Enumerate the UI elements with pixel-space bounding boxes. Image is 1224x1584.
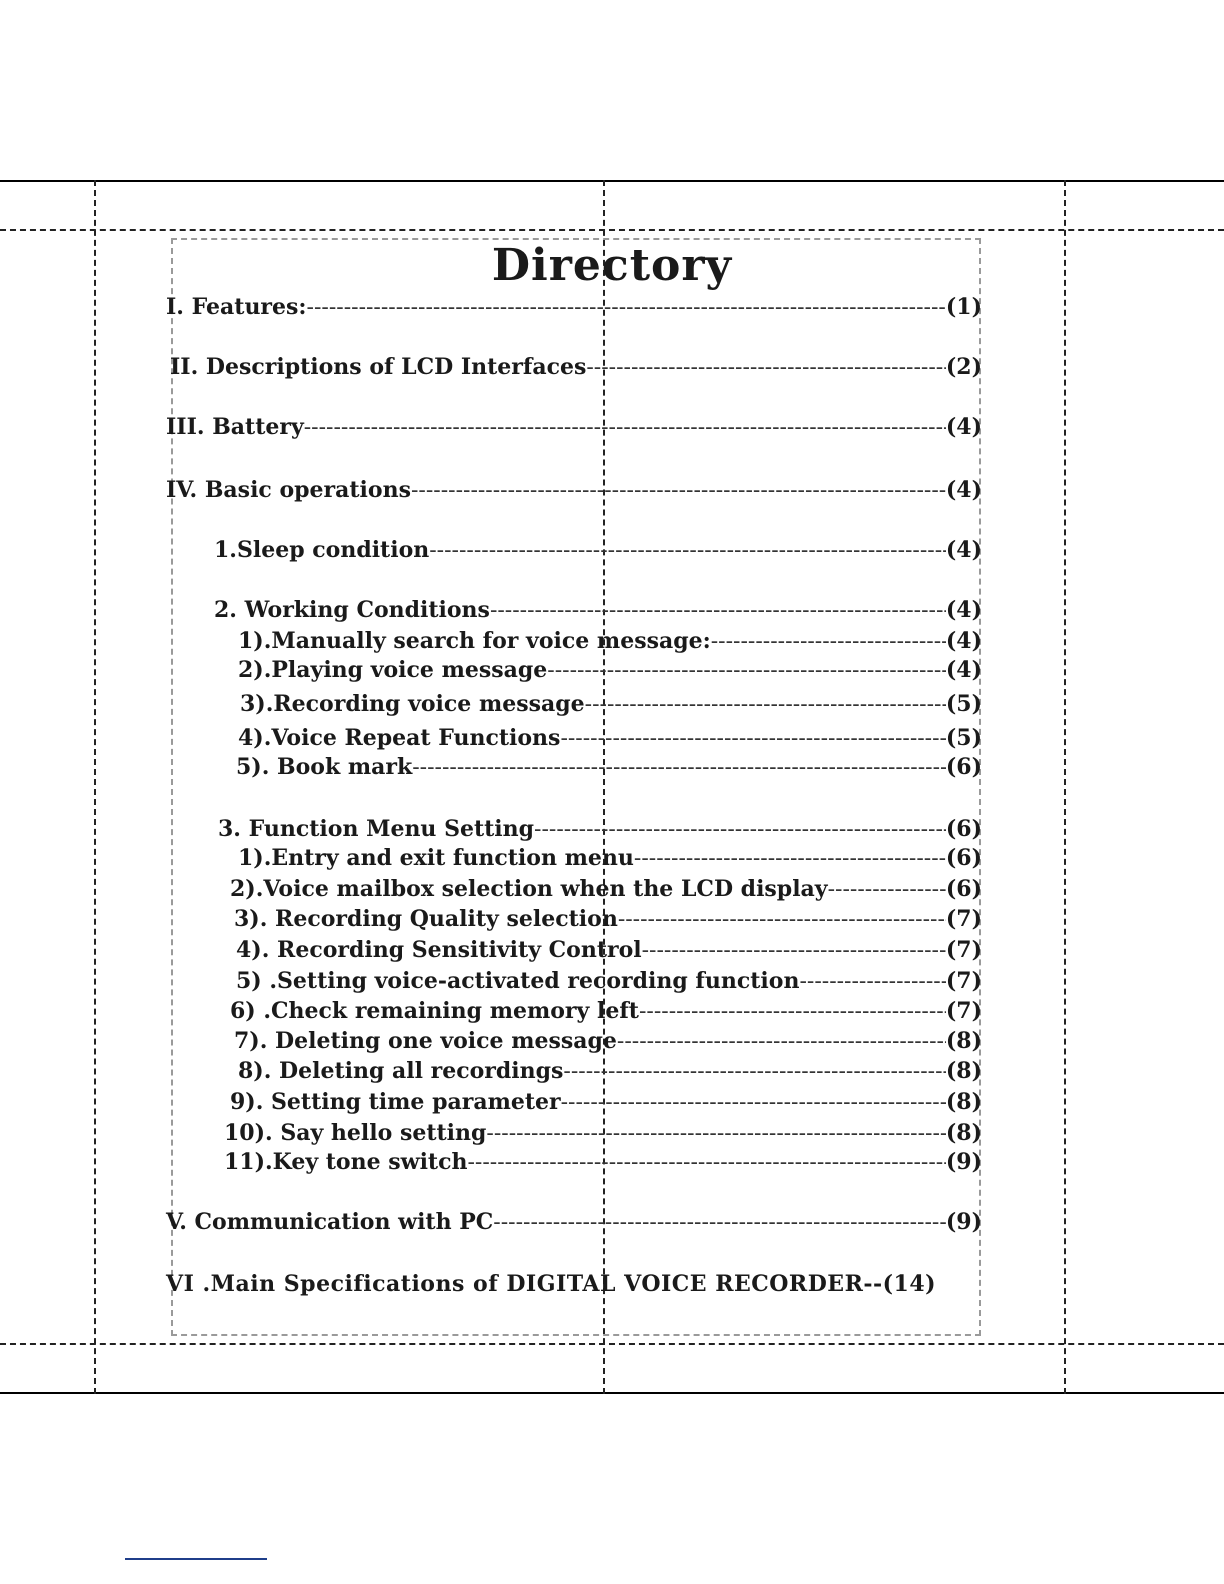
toc-entry-page: (9) (945, 1149, 982, 1175)
toc-entry[interactable] (236, 752, 982, 782)
dot-leader (307, 293, 946, 323)
footnote-separator (125, 1558, 267, 1560)
toc-entry-page: (8) (945, 1058, 982, 1084)
toc-entry[interactable] (166, 1269, 982, 1299)
toc-entry-page: (4) (945, 477, 982, 503)
toc-entry-label: 3. Function Menu Setting (218, 816, 535, 842)
toc-entry-page: (6) (945, 816, 982, 842)
toc-entry-page: (9) (945, 1209, 982, 1235)
toc-entry-label: 8). Deleting all recordings (238, 1058, 564, 1084)
toc-entry[interactable] (218, 814, 982, 844)
toc-entry[interactable] (166, 292, 982, 322)
bottom-dashed-margin (0, 1343, 1224, 1345)
toc-entry-label: III. Battery (166, 414, 304, 440)
toc-entry[interactable] (230, 874, 982, 904)
left-dashed-margin (94, 180, 96, 1394)
toc-entry-label: 10). Say hello setting (224, 1120, 487, 1146)
toc-entry[interactable] (234, 1026, 982, 1056)
toc-entry[interactable] (214, 535, 982, 565)
dot-leader (490, 596, 946, 626)
dot-leader (547, 656, 946, 686)
dot-leader (617, 1027, 946, 1057)
toc-entry[interactable] (166, 412, 982, 442)
toc-entry-label: I. Features: (166, 294, 307, 320)
toc-entry-label: 5) .Setting voice-activated recording function (236, 968, 800, 994)
toc-entry[interactable] (240, 689, 982, 719)
dot-leader (560, 724, 945, 754)
toc-entry-label: 1).Manually search for voice message: (238, 628, 711, 654)
dot-leader (642, 936, 946, 966)
toc-entry-label: 2. Working Conditions (214, 597, 490, 623)
toc-entry[interactable] (166, 475, 982, 505)
toc-entry-label: 4). Recording Sensitivity Control (236, 937, 642, 963)
dot-leader (429, 536, 946, 566)
toc-entry[interactable] (238, 1056, 982, 1086)
top-dashed-margin (0, 229, 1224, 231)
toc-entry[interactable] (224, 1118, 982, 1148)
toc-entry[interactable] (170, 352, 982, 382)
toc-entry-label: 3).Recording voice message (240, 691, 585, 717)
toc-entry-page: (8) (945, 1120, 982, 1146)
toc-entry-label: II. Descriptions of LCD Interfaces (170, 354, 587, 380)
dot-leader (486, 1119, 945, 1149)
toc-entry-label: IV. Basic operations (166, 477, 411, 503)
toc-entry[interactable] (230, 1087, 982, 1117)
toc-entry-page: (7) (945, 937, 982, 963)
toc-entry-label: 2).Playing voice message (238, 657, 548, 683)
toc-entry-label: 1.Sleep condition (214, 537, 430, 563)
dot-leader (534, 815, 946, 845)
dot-leader (304, 413, 946, 443)
toc-entry-page: (8) (945, 1028, 982, 1054)
toc-entry-label: V. Communication with PC (166, 1209, 494, 1235)
toc-entry[interactable] (238, 626, 982, 656)
toc-entry-label: 6) .Check remaining memory left (230, 998, 639, 1024)
toc-entry-label: 1).Entry and exit function menu (238, 845, 634, 871)
dot-leader (799, 967, 945, 997)
toc-entry-page: (8) (945, 1089, 982, 1115)
toc-entry-page: (4) (945, 657, 982, 683)
bottom-solid-rule (0, 1392, 1224, 1394)
toc-entry-page: (4) (945, 628, 982, 654)
dot-leader (634, 844, 946, 874)
dot-leader (561, 1088, 946, 1118)
toc-entry-label: 4).Voice Repeat Functions (238, 725, 561, 751)
toc-entry-page: (4) (945, 414, 982, 440)
toc-entry-page: (2) (945, 354, 982, 380)
page-title: Directory (491, 240, 733, 291)
dot-leader (639, 997, 946, 1027)
dot-leader (493, 1208, 946, 1238)
dot-leader (411, 476, 946, 506)
dot-leader (563, 1057, 945, 1087)
toc-entry-label: 11).Key tone switch (224, 1149, 468, 1175)
toc-entry[interactable] (224, 1147, 982, 1177)
toc-entry-page: (6) (945, 876, 982, 902)
toc-entry-page: (6) (945, 754, 982, 780)
dot-leader (412, 753, 946, 783)
dot-leader (585, 690, 946, 720)
toc-entry-page: --(14) (863, 1271, 937, 1297)
toc-entry-label: 7). Deleting one voice message (234, 1028, 617, 1054)
toc-entry[interactable] (166, 1207, 982, 1237)
toc-entry-page: (7) (945, 968, 982, 994)
toc-entry[interactable] (214, 595, 982, 625)
toc-entry[interactable] (236, 966, 982, 996)
toc-entry-page: (5) (945, 691, 982, 717)
toc-entry[interactable] (234, 904, 982, 934)
toc-entry[interactable] (238, 843, 982, 873)
right-dashed-margin (1064, 180, 1066, 1394)
dot-leader (586, 353, 945, 383)
toc-entry-label: 3). Recording Quality selection (234, 906, 618, 932)
toc-entry[interactable] (238, 655, 982, 685)
toc-entry-page: (4) (945, 537, 982, 563)
toc-entry[interactable] (236, 935, 982, 965)
top-solid-rule (0, 180, 1224, 182)
toc-entry-page: (1) (945, 294, 982, 320)
toc-entry[interactable] (238, 723, 982, 753)
dot-leader (467, 1148, 945, 1178)
toc-entry-page: (7) (945, 906, 982, 932)
toc-entry-page: (7) (945, 998, 982, 1024)
toc-entry[interactable] (230, 996, 982, 1026)
toc-entry-page: (4) (945, 597, 982, 623)
toc-entry-label: 9). Setting time parameter (230, 1089, 561, 1115)
dot-leader (618, 905, 946, 935)
toc-entry-page: (5) (945, 725, 982, 751)
toc-entry-label: 2).Voice mailbox selection when the LCD display (230, 876, 828, 902)
dot-leader (711, 627, 946, 657)
toc-entry-label: 5). Book mark (236, 754, 413, 780)
toc-entry-page: (6) (945, 845, 982, 871)
toc-entry-label: VI .Main Specifications of DIGITAL VOICE RECORDER (166, 1271, 864, 1297)
dot-leader (828, 875, 946, 905)
